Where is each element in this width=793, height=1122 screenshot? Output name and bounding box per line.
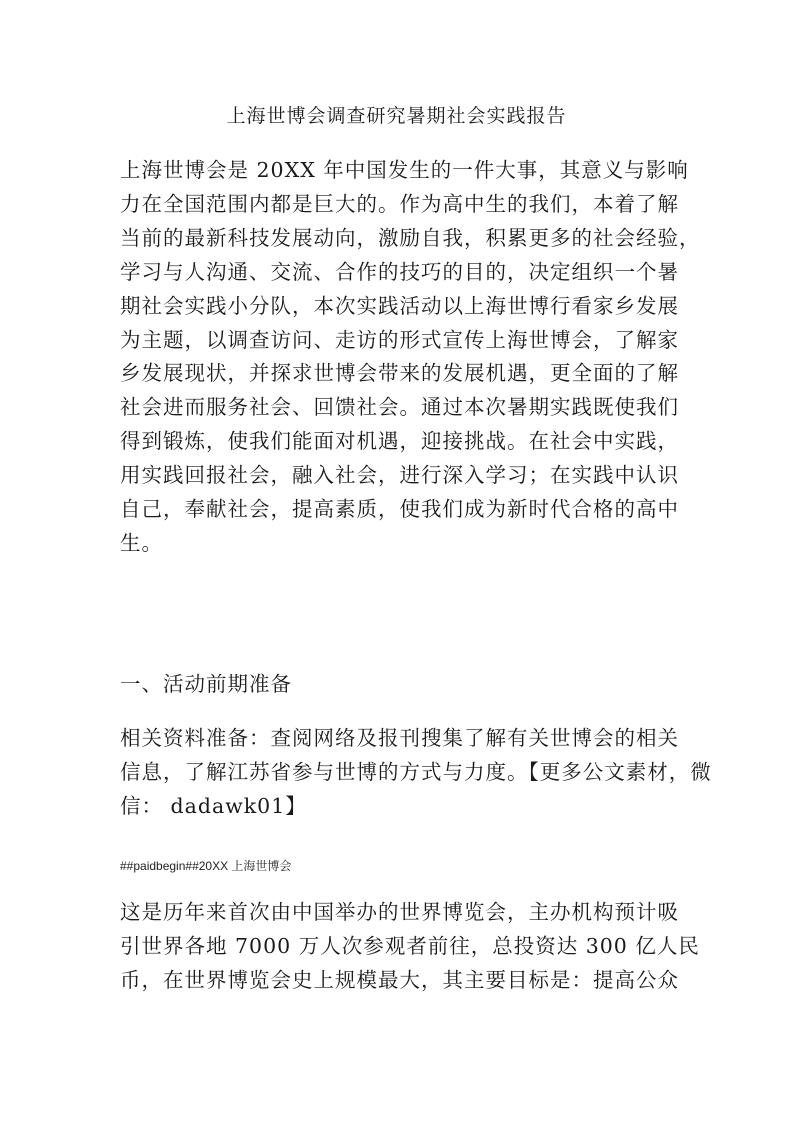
paragraph-line: 信息，了解江苏省参与世博的方式与力度。【更多公文素材，微: [120, 759, 712, 784]
paragraph-line: 得到锻炼，使我们能面对机遇，迎接挑战。在社会中实践，: [120, 429, 679, 454]
paragraph-line: 这是历年来首次由中国举办的世界博览会，主办机构预计吸: [120, 900, 679, 924]
body-paragraph: [120, 896, 700, 998]
paragraph-line: 生。: [120, 530, 163, 555]
intro-paragraph: [120, 154, 701, 561]
paragraph-line: 上海世博会是 20XX 年中国发生的一件大事，其意义与影响: [120, 158, 689, 182]
paragraph-line: 引世界各地 7000 万人次参观者前往，总投资达 300 亿人民: [120, 933, 700, 958]
section-heading: 一、活动前期准备: [120, 672, 292, 696]
paragraph-line: 相关资料准备：查阅网络及报刊搜集了解有关世博会的相关: [120, 726, 679, 750]
paragraph-line: 社会进而服务社会、回馈社会。通过本次暑期实践既使我们: [120, 395, 679, 420]
paragraph-line: 币，在世界博览会史上规模最大，其主要目标是：提高公众: [120, 967, 679, 992]
prep-paragraph: [120, 722, 712, 824]
paid-marker-note: ##paidbegin##20XX 上海世博会: [120, 859, 292, 873]
paragraph-line: 自己，奉献社会，提高素质，使我们成为新时代合格的高中: [120, 497, 679, 522]
document-title: 上海世博会调查研究暑期社会实践报告: [226, 105, 567, 127]
paragraph-line: 期社会实践小分队，本次实践活动以上海世博行看家乡发展: [120, 293, 679, 318]
paragraph-line: 用实践回报社会，融入社会，进行深入学习；在实践中认识: [120, 463, 679, 488]
paragraph-line: 为主题，以调查访问、走访的形式宣传上海世博会，了解家: [120, 327, 679, 352]
paragraph-line: 信： dadawk01】: [120, 793, 307, 818]
paragraph-line: 当前的最新科技发展动向，激励自我，积累更多的社会经验，: [120, 225, 701, 250]
paragraph-line: 乡发展现状，并探求世博会带来的发展机遇，更全面的了解: [120, 361, 679, 386]
paragraph-line: 学习与人沟通、交流、合作的技巧的目的，决定组织一个暑: [120, 259, 679, 284]
paragraph-line: 力在全国范围内都是巨大的。作为高中生的我们，本着了解: [120, 191, 679, 216]
